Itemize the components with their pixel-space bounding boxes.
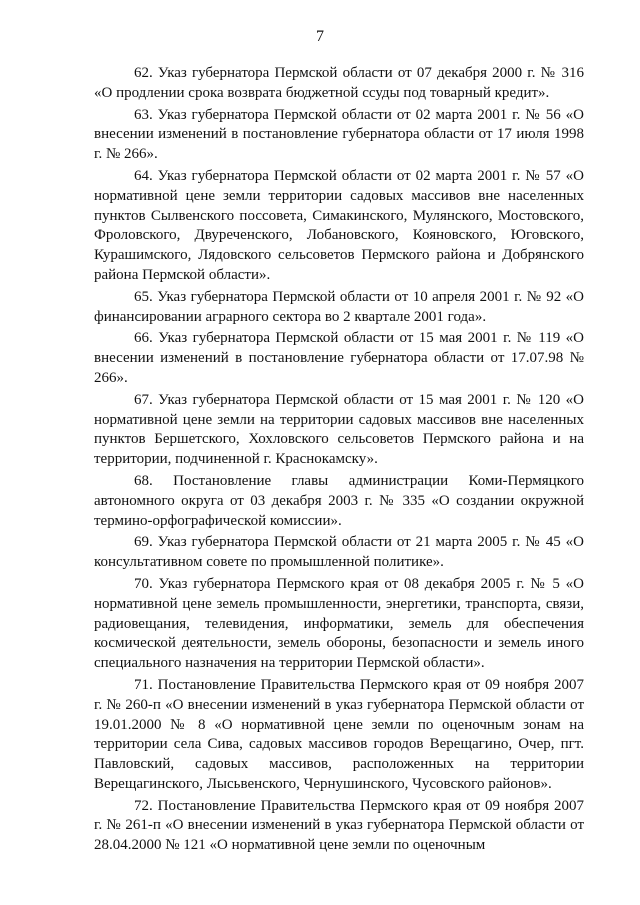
list-item: 64. Указ губернатора Пермской области от 02 марта 2001 г. № 57 «О нормативной цене земли территории садовых массивов вне населенных пунктов Сылвенского поссовета, Симакинского, Мулянского, Мостовского, Фроловского, Двуреченского, Лобановского, Кояновского, Юговского, Курашимского, Лядовского сельсоветов Пермского района и Добрянского района Пермской области». [94, 167, 584, 283]
list-item: 62. Указ губернатора Пермской области от 07 декабря 2000 г. № 316 «О продлении срока возврата бюджетной ссуды под товарный кредит». [94, 65, 584, 101]
list-item: 66. Указ губернатора Пермской области от 15 мая 2001 г. № 119 «О внесении изменений в постановление губернатора области от 17.07.98 № 266». [94, 330, 584, 386]
list-item: 71. Постановление Правительства Пермского края от 09 ноября 2007 г. № 260-п «О внесении изменений в указ губернатора Пермской области от 19.01.2000 № 8 «О нормативной цене земли по оценочным зонам на территории села Сива, садовых массивов городов Верещагино, Очер, пгт. Павловский, садовых массивов, расположенных на территории Верещагинского, Лысьвенского, Чернушинского, Чусовского районов». [94, 676, 584, 792]
list-item: 69. Указ губернатора Пермской области от 21 марта 2005 г. № 45 «О консультативном совете по промышленной политике». [94, 534, 584, 571]
document-body [94, 64, 584, 856]
page-number: 7 [316, 28, 324, 45]
list-item: 63. Указ губернатора Пермской области от 02 марта 2001 г. № 56 «О внесении изменений в постановление губернатора области от 17 июля 1998 г. № 266». [94, 106, 584, 163]
list-item: 67. Указ губернатора Пермской области от 15 мая 2001 г. № 120 «О нормативной цене земли на территории садовых массивов вне населенных пунктов Бершетского, Хохловского сельсоветов Пермского района и на территории, подчиненной г. Краснокамску». [94, 391, 584, 468]
list-item: 68. Постановление главы администрации Коми-Пермяцкого автономного округа от 03 декабря 2003 г. № 335 «О создании окружной термино-орфографической комиссии». [94, 472, 584, 529]
list-item: 65. Указ губернатора Пермской области от 10 апреля 2001 г. № 92 «О финансировании аграрного сектора во 2 квартале 2001 года». [94, 288, 584, 325]
list-item: 70. Указ губернатора Пермского края от 08 декабря 2005 г. № 5 «О нормативной цене земель промышленности, энергетики, транспорта, связи, радиовещания, телевидения, информатики, земель для обеспечения космической деятельности, земель обороны, безопасности и земель иного специального назначения на территории Пермской области». [94, 575, 584, 672]
list-item: 72. Постановление Правительства Пермского края от 09 ноября 2007 г. № 261-п «О внесении изменений в указ губернатора Пермской области от 28.04.2000 № 121 «О нормативной цене земли по оценочным [94, 797, 584, 854]
